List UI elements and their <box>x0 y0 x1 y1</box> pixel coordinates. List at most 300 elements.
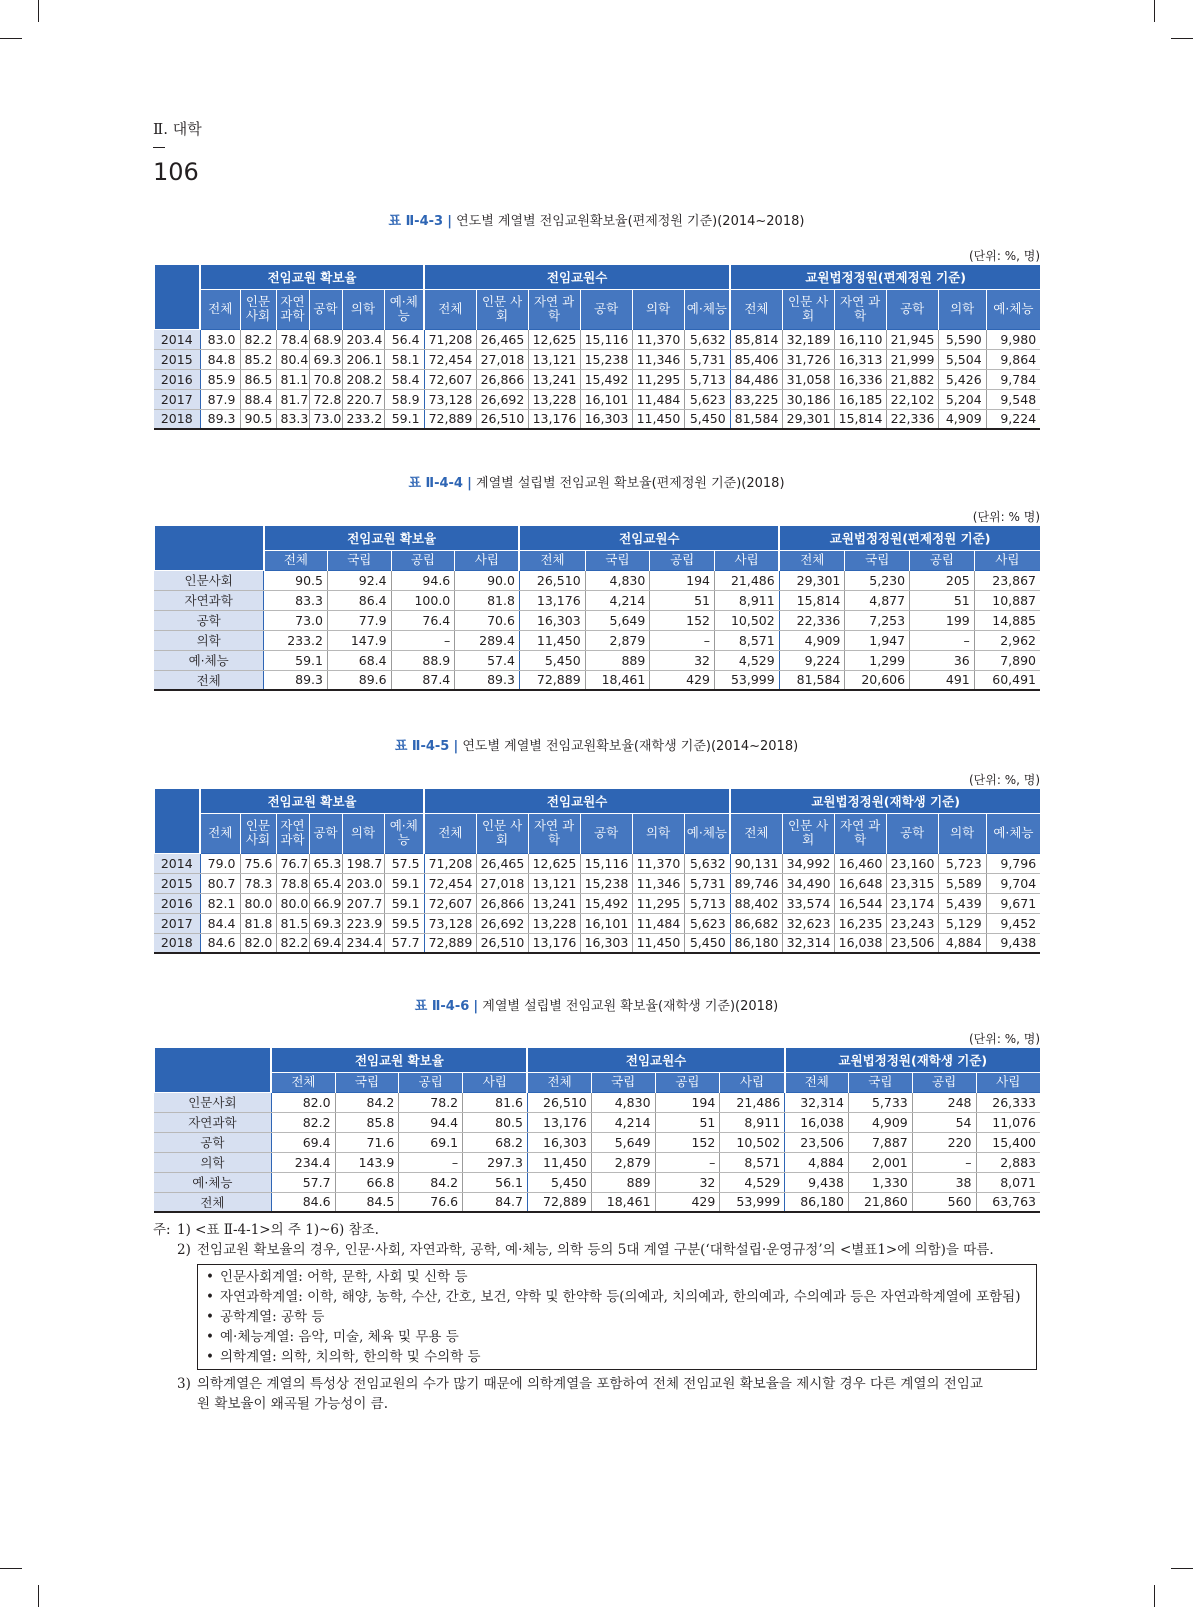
table-cell: 53,999 <box>715 670 780 690</box>
table-cell: 82.2 <box>240 329 276 349</box>
column-header: 자연 과학 <box>528 289 580 329</box>
table-cell: 29,301 <box>779 570 845 590</box>
column-header: 인문 사회 <box>476 289 528 329</box>
table-cell: 83.0 <box>200 329 240 349</box>
category-item <box>206 1307 1028 1327</box>
table-cell: 1,330 <box>848 1172 912 1192</box>
column-header: 전체 <box>527 1072 591 1092</box>
note-text: 원 확보율이 왜곡될 가능성이 큼. <box>197 1396 388 1412</box>
table-cell: 14,885 <box>974 610 1040 630</box>
table-cell: 89,746 <box>730 873 782 893</box>
column-header: 의학 <box>938 289 986 329</box>
column-header: 자연 과학 <box>276 289 309 329</box>
table-cell: 23,243 <box>886 913 938 933</box>
row-label: 2018 <box>154 933 200 953</box>
table-cell: 16,544 <box>834 893 886 913</box>
table-cell: 72,889 <box>424 933 476 953</box>
table-cell: 15,238 <box>580 873 632 893</box>
table-cell: 78.4 <box>276 329 309 349</box>
column-header: 의학 <box>632 289 684 329</box>
table-notes <box>153 1220 1043 1414</box>
crop-mark <box>1171 1568 1193 1569</box>
table-cell: 10,502 <box>720 1132 785 1152</box>
column-header: 공학 <box>580 289 632 329</box>
table-cell: 9,452 <box>986 913 1040 933</box>
table-cell: 72,607 <box>424 893 476 913</box>
table-row <box>154 893 1040 913</box>
table-cell: 2,883 <box>976 1152 1040 1172</box>
table-cell: 75.6 <box>240 853 276 873</box>
column-header: 공립 <box>399 1072 463 1092</box>
note-number: 1) <box>177 1222 191 1238</box>
table-cell: 72.8 <box>309 389 342 409</box>
row-label: 2017 <box>154 913 200 933</box>
column-header: 전체 <box>424 289 476 329</box>
table-cell: 5,426 <box>938 369 986 389</box>
table-cell: 23,506 <box>785 1132 849 1152</box>
table-cell: 53,999 <box>720 1192 785 1212</box>
table-cell: 86.5 <box>240 369 276 389</box>
table-cell: 66.9 <box>309 893 342 913</box>
table-cell: 11,484 <box>632 389 684 409</box>
table-cell: 31,726 <box>782 349 834 369</box>
table-cell: 21,999 <box>886 349 938 369</box>
table-cell: 16,235 <box>834 913 886 933</box>
table-cell: 11,346 <box>632 873 684 893</box>
header-corner <box>154 1048 271 1092</box>
table-cell: 79.0 <box>200 853 240 873</box>
table-cell: 78.3 <box>240 873 276 893</box>
column-header: 전체 <box>730 289 782 329</box>
table-cell: 15,492 <box>580 369 632 389</box>
table-cell: 85.2 <box>240 349 276 369</box>
bullet-icon: • <box>206 1289 214 1305</box>
table-cell: 26,692 <box>476 913 528 933</box>
column-header: 자연 과학 <box>834 289 886 329</box>
table-cell: 13,121 <box>528 349 580 369</box>
table-cell: 5,649 <box>585 610 650 630</box>
table-cell: 16,313 <box>834 349 886 369</box>
table-cell: 9,438 <box>986 933 1040 953</box>
table-row <box>154 853 1040 873</box>
table-cell: 71,208 <box>424 853 476 873</box>
table-cell: 51 <box>655 1112 720 1132</box>
table-cell: 73.0 <box>309 409 342 429</box>
table-cell: 84.8 <box>200 349 240 369</box>
column-header: 공립 <box>391 550 455 570</box>
table-cell: – <box>391 630 455 650</box>
column-header: 예·체능 <box>384 289 424 329</box>
table-cell: 33,574 <box>782 893 834 913</box>
table-cell: 206.1 <box>342 349 384 369</box>
row-label: 2014 <box>154 329 200 349</box>
crop-mark <box>0 1568 22 1569</box>
table-cell: 5,129 <box>938 913 986 933</box>
caption-separator: | <box>447 214 452 229</box>
table-cell: 73,128 <box>424 913 476 933</box>
table-cell: 26,465 <box>476 329 528 349</box>
row-label: 자연과학 <box>154 590 264 610</box>
table-cell: 36 <box>910 650 975 670</box>
table-cell: 5,439 <box>938 893 986 913</box>
row-label: 예·체능 <box>154 1172 271 1192</box>
table-cell: 22,336 <box>779 610 845 630</box>
table-cell: 66.8 <box>335 1172 399 1192</box>
table-cell: 90.5 <box>240 409 276 429</box>
table-row <box>154 329 1040 349</box>
table-cell: 82.1 <box>200 893 240 913</box>
table-cell: 16,303 <box>580 933 632 953</box>
table-cell: 51 <box>650 590 715 610</box>
table-row <box>154 630 1040 650</box>
table-row <box>154 590 1040 610</box>
table-cell: 11,295 <box>632 893 684 913</box>
row-label: 인문사회 <box>154 1092 271 1112</box>
table-cell: 16,101 <box>580 389 632 409</box>
column-header: 전체 <box>785 1072 849 1092</box>
caption-text: 연도별 계열별 전임교원확보율(재학생 기준)(2014~2018) <box>462 739 799 754</box>
note-2 <box>153 1240 1043 1260</box>
table-cell: 5,204 <box>938 389 986 409</box>
table-cell: 10,502 <box>715 610 780 630</box>
table-cell: 233.2 <box>342 409 384 429</box>
table-cell: 15,116 <box>580 853 632 873</box>
table-cell: 73.0 <box>264 610 328 630</box>
table-cell: 4,529 <box>720 1172 785 1192</box>
table-cell: 297.3 <box>463 1152 528 1172</box>
table-cell: 11,295 <box>632 369 684 389</box>
table-cell: 80.0 <box>276 893 309 913</box>
column-header: 공립 <box>912 1072 976 1092</box>
table-cell: 27,018 <box>476 349 528 369</box>
table-row <box>154 409 1040 429</box>
group-header: 전임교원 확보율 <box>200 789 424 813</box>
bullet-icon: • <box>206 1269 214 1285</box>
table-cell: 76.4 <box>391 610 455 630</box>
table-cell: 234.4 <box>342 933 384 953</box>
table-cell: 16,185 <box>834 389 886 409</box>
table-cell: 4,214 <box>585 590 650 610</box>
table-cell: 429 <box>650 670 715 690</box>
table-cell: 27,018 <box>476 873 528 893</box>
column-header: 전체 <box>424 813 476 853</box>
column-header: 국립 <box>327 550 391 570</box>
table-cell: 7,887 <box>848 1132 912 1152</box>
table-cell: – <box>910 630 975 650</box>
column-header: 예·체능 <box>986 813 1040 853</box>
table-row <box>154 349 1040 369</box>
table-row <box>154 389 1040 409</box>
table-cell: 2,879 <box>591 1152 655 1172</box>
table-cell: 15,814 <box>779 590 845 610</box>
column-header: 예·체능 <box>684 813 730 853</box>
table-cell: 31,058 <box>782 369 834 389</box>
row-label: 예·체능 <box>154 650 264 670</box>
table-cell: 491 <box>910 670 975 690</box>
crop-mark <box>1154 1585 1155 1607</box>
table-cell: 87.4 <box>391 670 455 690</box>
table-cell: 80.7 <box>200 873 240 893</box>
table-row <box>154 1172 1040 1192</box>
table-cell: 15,238 <box>580 349 632 369</box>
table-cell: 85,814 <box>730 329 782 349</box>
table-cell: 9,671 <box>986 893 1040 913</box>
column-header: 공학 <box>309 813 342 853</box>
table-cell: 8,571 <box>715 630 780 650</box>
table-cell: 88.9 <box>391 650 455 670</box>
column-header: 자연 과학 <box>834 813 886 853</box>
table-cell: 13,176 <box>519 590 585 610</box>
table-cell: 94.4 <box>399 1112 463 1132</box>
table-cell: 69.4 <box>309 933 342 953</box>
row-label: 공학 <box>154 1132 271 1152</box>
table-cell: 9,980 <box>986 329 1040 349</box>
table-row <box>154 1132 1040 1152</box>
table-cell: 23,160 <box>886 853 938 873</box>
table-cell: 4,529 <box>715 650 780 670</box>
note-text: <표 Ⅱ-4-1>의 주 1)~6) 참조. <box>195 1222 379 1238</box>
table-cell: 207.7 <box>342 893 384 913</box>
table-cell: 59.1 <box>384 409 424 429</box>
table-cell: 54 <box>912 1112 976 1132</box>
table-cell: 9,864 <box>986 349 1040 369</box>
table-cell: 90,131 <box>730 853 782 873</box>
caption-separator: | <box>453 739 459 754</box>
table-cell: 208.2 <box>342 369 384 389</box>
table-cell: 69.4 <box>271 1132 335 1152</box>
row-label: 의학 <box>154 1152 271 1172</box>
table-cell: 68.2 <box>463 1132 528 1152</box>
table-cell: 203.4 <box>342 329 384 349</box>
table-cell: 84.2 <box>399 1172 463 1192</box>
table-cell: 81.8 <box>240 913 276 933</box>
table-cell: 23,315 <box>886 873 938 893</box>
table-cell: 34,490 <box>782 873 834 893</box>
column-header: 의학 <box>342 289 384 329</box>
table-body <box>154 1092 1040 1212</box>
table-unit: (단위: %, 명) <box>968 249 1040 263</box>
table-cell: 73,128 <box>424 389 476 409</box>
table-cell: 9,548 <box>986 389 1040 409</box>
data-table <box>153 789 1040 954</box>
row-label: 자연과학 <box>154 1112 271 1132</box>
table-cell: 16,303 <box>580 409 632 429</box>
row-label: 의학 <box>154 630 264 650</box>
table-caption <box>0 735 1193 754</box>
table-cell: 4,830 <box>585 570 650 590</box>
table-cell: 81.8 <box>455 590 520 610</box>
table-cell: 30,186 <box>782 389 834 409</box>
table-cell: 86,682 <box>730 913 782 933</box>
note-number: 2) <box>177 1242 191 1258</box>
table-cell: 82.0 <box>240 933 276 953</box>
crop-mark <box>38 0 39 22</box>
table-cell: 220 <box>912 1132 976 1152</box>
table-row <box>154 369 1040 389</box>
table-cell: 16,648 <box>834 873 886 893</box>
table-cell: 85.9 <box>200 369 240 389</box>
crop-mark <box>1171 38 1193 39</box>
table-cell: 21,486 <box>720 1092 785 1112</box>
table-caption <box>0 995 1193 1014</box>
category-item <box>206 1287 1028 1307</box>
table-cell: 89.6 <box>327 670 391 690</box>
table-cell: 81,584 <box>730 409 782 429</box>
group-header: 전임교원 확보율 <box>264 526 520 550</box>
bullet-icon: • <box>206 1309 214 1325</box>
table-cell: 57.7 <box>271 1172 335 1192</box>
table-cell: 72,889 <box>519 670 585 690</box>
table-cell: 203.0 <box>342 873 384 893</box>
table-cell: 76.7 <box>276 853 309 873</box>
table-cell: 2,962 <box>974 630 1040 650</box>
column-header: 국립 <box>845 550 910 570</box>
table-cell: 13,228 <box>528 913 580 933</box>
column-header: 사립 <box>463 1072 528 1092</box>
column-header: 인문 사회 <box>240 289 276 329</box>
table-body <box>154 329 1040 429</box>
caption-number: 표 Ⅱ-4-4 <box>408 476 463 491</box>
head-rule <box>153 147 165 148</box>
table-row <box>154 933 1040 953</box>
table-cell: – <box>650 630 715 650</box>
table-cell: 86.4 <box>327 590 391 610</box>
table-cell: 194 <box>655 1092 720 1112</box>
table-cell: 100.0 <box>391 590 455 610</box>
table-cell: 78.8 <box>276 873 309 893</box>
column-header: 사립 <box>976 1072 1040 1092</box>
table-cell: 26,465 <box>476 853 528 873</box>
table-cell: 11,370 <box>632 329 684 349</box>
table-cell: 72,454 <box>424 349 476 369</box>
column-header: 국립 <box>585 550 650 570</box>
table-cell: 889 <box>591 1172 655 1192</box>
table-cell: 26,333 <box>976 1092 1040 1112</box>
table-cell: 4,909 <box>938 409 986 429</box>
table-cell: 8,071 <box>976 1172 1040 1192</box>
header-corner <box>154 789 200 853</box>
table-cell: 8,911 <box>720 1112 785 1132</box>
table-cell: 84.6 <box>271 1192 335 1212</box>
table-cell: 72,607 <box>424 369 476 389</box>
group-header: 교원법정정원(재학생 기준) <box>730 789 1040 813</box>
note-number: 3) <box>177 1376 191 1392</box>
table-cell: 82.2 <box>276 933 309 953</box>
note-text: 전임교원 확보율의 경우, 인문·사회, 자연과학, 공학, 예·체능, 의학 등의 5대 계열 구분(‘대학설립·운영규정’의 <별표1>에 의함)을 따름. <box>197 1242 994 1258</box>
table-cell: 11,370 <box>632 853 684 873</box>
table-cell: 13,228 <box>528 389 580 409</box>
note-3 <box>153 1374 1043 1394</box>
row-label: 2014 <box>154 853 200 873</box>
table-cell: 289.4 <box>455 630 520 650</box>
table-cell: 16,110 <box>834 329 886 349</box>
table-cell: 11,076 <box>976 1112 1040 1132</box>
table-cell: 5,589 <box>938 873 986 893</box>
table-cell: 13,176 <box>527 1112 591 1132</box>
table-cell: 57.5 <box>384 853 424 873</box>
table-cell: 21,882 <box>886 369 938 389</box>
table-cell: 198.7 <box>342 853 384 873</box>
table-cell: 5,450 <box>527 1172 591 1192</box>
table-cell: 5,713 <box>684 369 730 389</box>
table-row <box>154 1092 1040 1112</box>
category-text: 자연과학계열: 이학, 해양, 농학, 수산, 간호, 보건, 약학 및 한약학 등(의예과, 치의예과, 한의예과, 수의예과 등은 자연과학계열에 포함됨) <box>220 1289 1021 1305</box>
table-cell: 11,450 <box>527 1152 591 1172</box>
table-cell: 72,889 <box>527 1192 591 1212</box>
group-header: 전임교원수 <box>527 1048 784 1072</box>
crop-mark <box>38 1585 39 1607</box>
table-row <box>154 610 1040 630</box>
table-cell: 89.3 <box>455 670 520 690</box>
table-cell: 9,224 <box>986 409 1040 429</box>
row-label: 공학 <box>154 610 264 630</box>
table-unit: (단위: %, 명) <box>968 773 1040 787</box>
table-cell: 57.4 <box>455 650 520 670</box>
table-row <box>154 1112 1040 1132</box>
column-header: 자연 과학 <box>276 813 309 853</box>
table-cell: 87.9 <box>200 389 240 409</box>
note-marker: 주: <box>153 1222 171 1238</box>
table-cell: 16,460 <box>834 853 886 873</box>
table-cell: 9,704 <box>986 873 1040 893</box>
table-cell: 68.9 <box>309 329 342 349</box>
table-cell: 13,121 <box>528 873 580 893</box>
table-cell: 16,303 <box>519 610 585 630</box>
table-cell: 5,731 <box>684 873 730 893</box>
caption-text: 연도별 계열별 전임교원확보율(편제정원 기준)(2014~2018) <box>456 214 805 229</box>
row-label: 인문사회 <box>154 570 264 590</box>
group-header: 전임교원 확보율 <box>200 265 424 289</box>
header-corner <box>154 526 264 570</box>
table-cell: 32 <box>655 1172 720 1192</box>
table-cell: 233.2 <box>264 630 328 650</box>
data-table <box>153 265 1040 430</box>
table-cell: 16,038 <box>785 1112 849 1132</box>
table-cell: 5,450 <box>684 409 730 429</box>
table-cell: 34,992 <box>782 853 834 873</box>
table-cell: 78.2 <box>399 1092 463 1112</box>
table-cell: 23,174 <box>886 893 938 913</box>
table-cell: 152 <box>650 610 715 630</box>
column-header: 인문 사회 <box>782 813 834 853</box>
table-cell: 5,623 <box>684 389 730 409</box>
caption-number: 표 Ⅱ-4-6 <box>414 999 470 1014</box>
column-header: 인문 사회 <box>476 813 528 853</box>
table-cell: 21,860 <box>848 1192 912 1212</box>
table-cell: 20,606 <box>845 670 910 690</box>
table-cell: 72,454 <box>424 873 476 893</box>
table-row <box>154 670 1040 690</box>
table-cell: 5,632 <box>684 329 730 349</box>
table-cell: 65.4 <box>309 873 342 893</box>
table-cell: 194 <box>650 570 715 590</box>
table-cell: 1,299 <box>845 650 910 670</box>
category-box <box>197 1264 1037 1370</box>
table-cell: 21,945 <box>886 329 938 349</box>
table-cell: 7,890 <box>974 650 1040 670</box>
table-cell: 7,253 <box>845 610 910 630</box>
table-cell: 205 <box>910 570 975 590</box>
table-cell: 4,884 <box>938 933 986 953</box>
table-cell: 4,884 <box>785 1152 849 1172</box>
group-header: 교원법정정원(편제정원 기준) <box>730 265 1040 289</box>
table-cell: 63,763 <box>976 1192 1040 1212</box>
table-cell: 84,486 <box>730 369 782 389</box>
column-header: 공학 <box>886 289 938 329</box>
caption-text: 계열별 설립별 전임교원 확보율(편제정원 기준)(2018) <box>476 476 785 491</box>
column-header: 국립 <box>591 1072 655 1092</box>
table-cell: 60,491 <box>974 670 1040 690</box>
